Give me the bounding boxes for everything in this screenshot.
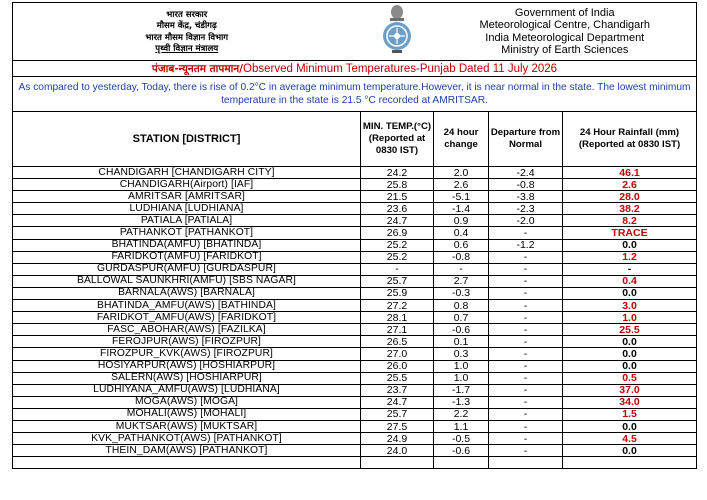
station-cell: BHATINDA_AMFU(AWS) [BATHINDA] bbox=[13, 300, 361, 312]
table-row bbox=[13, 348, 697, 360]
change-cell: -5.1 bbox=[434, 191, 489, 203]
rainfall-cell: 4.5 bbox=[563, 433, 697, 445]
station-cell: MOGA(AWS) [MOGA] bbox=[13, 396, 361, 408]
departure-cell: - bbox=[489, 384, 563, 396]
departure-cell: - bbox=[489, 251, 563, 263]
data-rows bbox=[13, 167, 697, 469]
station-cell: SALERN(AWS) [HOSHIARPUR] bbox=[13, 372, 361, 384]
title-english: Observed Minimum Temperatures-Punjab Dated 11 July 2026 bbox=[243, 62, 558, 75]
table-row bbox=[13, 287, 697, 299]
min-temp-cell: 26.0 bbox=[361, 360, 434, 372]
rainfall-cell: 1.5 bbox=[563, 408, 697, 420]
change-cell: 0.6 bbox=[434, 239, 489, 251]
rainfall-cell: TRACE bbox=[563, 227, 697, 239]
table-row bbox=[13, 457, 697, 469]
departure-cell: - bbox=[489, 275, 563, 287]
change-cell: 2.6 bbox=[434, 179, 489, 191]
table-row bbox=[13, 251, 697, 263]
station-cell: KVK_PATHANKOT(AWS) [PATHANKOT] bbox=[13, 433, 361, 445]
min-temp-cell bbox=[361, 457, 434, 469]
min-temp-cell: 25.8 bbox=[361, 179, 434, 191]
rainfall-cell: 0.0 bbox=[563, 348, 697, 360]
table-row bbox=[13, 408, 697, 420]
departure-cell: -2.0 bbox=[489, 215, 563, 227]
rainfall-cell: 0.0 bbox=[563, 445, 697, 457]
departure-cell: - bbox=[489, 360, 563, 372]
change-cell: 2.0 bbox=[434, 167, 489, 179]
rainfall-cell: 0.5 bbox=[563, 372, 697, 384]
report-title bbox=[13, 61, 697, 77]
rainfall-cell: 38.2 bbox=[563, 203, 697, 215]
station-cell: GURDASPUR(AMFU) [GURDASPUR] bbox=[13, 263, 361, 275]
english-header-line: Meteorological Centre, Chandigarh bbox=[479, 19, 651, 31]
departure-cell: -2.3 bbox=[489, 203, 563, 215]
min-temp-cell: 25.2 bbox=[361, 251, 434, 263]
departure-cell: - bbox=[489, 433, 563, 445]
departure-cell: -1.2 bbox=[489, 239, 563, 251]
min-temp-cell: - bbox=[361, 263, 434, 275]
min-temp-cell: 23.6 bbox=[361, 203, 434, 215]
rainfall-cell: 3.0 bbox=[563, 300, 697, 312]
rainfall-cell: 1.2 bbox=[563, 251, 697, 263]
rainfall-cell: 0.0 bbox=[563, 336, 697, 348]
min-temp-cell: 24.2 bbox=[361, 167, 434, 179]
table-row bbox=[13, 275, 697, 287]
min-temp-cell: 27.1 bbox=[361, 324, 434, 336]
change-cell: 2.2 bbox=[434, 408, 489, 420]
table-row bbox=[13, 396, 697, 408]
col-rainfall: 24 Hour Rainfall (mm) (Reported at 0830 IST) bbox=[563, 112, 697, 167]
rainfall-cell: 28.0 bbox=[563, 191, 697, 203]
change-cell: 1.0 bbox=[434, 372, 489, 384]
rainfall-cell: 34.0 bbox=[563, 396, 697, 408]
change-cell: -0.3 bbox=[434, 287, 489, 299]
departure-cell: - bbox=[489, 420, 563, 432]
station-cell bbox=[13, 457, 361, 469]
table-row bbox=[13, 324, 697, 336]
rainfall-cell: 0.0 bbox=[563, 239, 697, 251]
departure-cell: - bbox=[489, 287, 563, 299]
table-row bbox=[13, 372, 697, 384]
min-temp-cell: 25.9 bbox=[361, 287, 434, 299]
rainfall-cell: 0.4 bbox=[563, 275, 697, 287]
change-cell: 2.7 bbox=[434, 275, 489, 287]
min-temp-cell: 24.9 bbox=[361, 433, 434, 445]
change-cell: 0.4 bbox=[434, 227, 489, 239]
min-temp-cell: 25.2 bbox=[361, 239, 434, 251]
column-header-row bbox=[13, 112, 697, 167]
rainfall-cell bbox=[563, 457, 697, 469]
station-cell: PATIALA [PATIALA] bbox=[13, 215, 361, 227]
change-cell: -0.8 bbox=[434, 251, 489, 263]
min-temp-cell: 28.1 bbox=[361, 312, 434, 324]
change-cell: 0.9 bbox=[434, 215, 489, 227]
title-hindi: पंजाब-न्यूनतम तापमान/ bbox=[151, 62, 244, 75]
departure-cell: - bbox=[489, 300, 563, 312]
station-cell: AMRITSAR [AMRITSAR] bbox=[13, 191, 361, 203]
departure-cell bbox=[489, 457, 563, 469]
english-header-line: India Meteorological Department bbox=[485, 31, 645, 44]
rainfall-cell: 46.1 bbox=[563, 167, 697, 179]
min-temp-cell: 23.7 bbox=[361, 384, 434, 396]
change-cell: -0.6 bbox=[434, 445, 489, 457]
table-row bbox=[13, 203, 697, 215]
departure-cell: -2.4 bbox=[489, 167, 563, 179]
station-cell: BARNALA(AWS) [BARNALA] bbox=[13, 287, 361, 299]
table-row bbox=[13, 312, 697, 324]
station-cell: PATHANKOT [PATHANKOT] bbox=[13, 227, 361, 239]
col-min-temp: MIN. TEMP.(°C) (Reported at 0830 IST) bbox=[361, 112, 434, 167]
change-cell: -1.4 bbox=[434, 203, 489, 215]
table-row bbox=[13, 215, 697, 227]
table-row bbox=[13, 191, 697, 203]
english-header-line: Ministry of Earth Sciences bbox=[501, 44, 629, 56]
rainfall-cell: - bbox=[563, 263, 697, 275]
min-temp-cell: 21.5 bbox=[361, 191, 434, 203]
rainfall-cell: 25.5 bbox=[563, 324, 697, 336]
rainfall-cell: 0.0 bbox=[563, 360, 697, 372]
departure-cell: - bbox=[489, 348, 563, 360]
table-row bbox=[13, 227, 697, 239]
change-cell: 0.1 bbox=[434, 336, 489, 348]
station-cell: MOHALI(AWS) [MOHALI] bbox=[13, 408, 361, 420]
station-cell: BALLOWAL SAUNKHRI(AMFU) [SBS NAGAR] bbox=[13, 275, 361, 287]
change-cell: 1.1 bbox=[434, 420, 489, 432]
min-temp-cell: 24.7 bbox=[361, 396, 434, 408]
rainfall-cell: 0.0 bbox=[563, 420, 697, 432]
station-cell: HOSIYARPUR(AWS) [HOSHIARPUR] bbox=[13, 360, 361, 372]
title-row bbox=[13, 61, 697, 77]
station-cell: BHATINDA(AMFU) [BHATINDA] bbox=[13, 239, 361, 251]
min-temp-cell: 27.5 bbox=[361, 420, 434, 432]
station-cell: CHANDIGARH(Airport) [IAF] bbox=[13, 179, 361, 191]
station-cell: FARIDKOT(AMFU) [FARIDKOT] bbox=[13, 251, 361, 263]
table-row bbox=[13, 384, 697, 396]
departure-cell: - bbox=[489, 408, 563, 420]
change-cell: -1.3 bbox=[434, 396, 489, 408]
min-temp-cell: 26.9 bbox=[361, 227, 434, 239]
table-row bbox=[13, 263, 697, 275]
min-temp-cell: 25.7 bbox=[361, 408, 434, 420]
table-row bbox=[13, 420, 697, 432]
min-temp-cell: 25.7 bbox=[361, 275, 434, 287]
english-header bbox=[434, 3, 697, 61]
hindi-header-line: मौसम केंद्र, चंडीगढ़ bbox=[156, 21, 217, 31]
emblem-cell bbox=[361, 3, 434, 61]
table-row bbox=[13, 445, 697, 457]
rainfall-cell: 2.6 bbox=[563, 179, 697, 191]
table-row bbox=[13, 167, 697, 179]
table-row bbox=[13, 336, 697, 348]
hindi-header-line: पृथ्वी विज्ञान मंत्रालय bbox=[155, 44, 219, 54]
col-departure: Departure from Normal bbox=[489, 112, 563, 167]
station-cell: FARIDKOT_AMFU(AWS) [FARIDKOT] bbox=[13, 312, 361, 324]
station-cell: FIROZPUR_KVK(AWS) [FIROZPUR] bbox=[13, 348, 361, 360]
departure-cell: - bbox=[489, 372, 563, 384]
station-cell: FASC_ABOHAR(AWS) [FAZILKA] bbox=[13, 324, 361, 336]
table-row bbox=[13, 179, 697, 191]
station-cell: CHANDIGARH [CHANDIGARH CITY] bbox=[13, 167, 361, 179]
table-row bbox=[13, 300, 697, 312]
change-cell: -0.6 bbox=[434, 324, 489, 336]
min-temp-cell: 24.7 bbox=[361, 215, 434, 227]
change-cell: -1.7 bbox=[434, 384, 489, 396]
min-temp-cell: 25.5 bbox=[361, 372, 434, 384]
change-cell: 0.8 bbox=[434, 300, 489, 312]
change-cell: -0.5 bbox=[434, 433, 489, 445]
header-row bbox=[13, 3, 697, 61]
departure-cell: - bbox=[489, 227, 563, 239]
rainfall-cell: 0.0 bbox=[563, 287, 697, 299]
departure-cell: - bbox=[489, 396, 563, 408]
departure-cell: - bbox=[489, 336, 563, 348]
departure-cell: - bbox=[489, 312, 563, 324]
rainfall-cell: 8.2 bbox=[563, 215, 697, 227]
change-cell: - bbox=[434, 263, 489, 275]
station-cell: FEROJPUR(AWS) [FIROZPUR] bbox=[13, 336, 361, 348]
rainfall-cell: 37.0 bbox=[563, 384, 697, 396]
summary-row bbox=[13, 77, 697, 112]
departure-cell: - bbox=[489, 445, 563, 457]
hindi-header bbox=[13, 3, 361, 61]
departure-cell: -3.8 bbox=[489, 191, 563, 203]
station-cell: LUDHIYANA_AMFU(AWS) [LUDHIANA] bbox=[13, 384, 361, 396]
station-cell: MUKTSAR(AWS) [MUKTSAR] bbox=[13, 420, 361, 432]
english-header-line: Government of India bbox=[514, 6, 615, 19]
hindi-header-line: भारत सरकार bbox=[166, 9, 208, 20]
state-emblem-icon bbox=[380, 3, 414, 55]
table-row bbox=[13, 360, 697, 372]
change-cell: 0.7 bbox=[434, 312, 489, 324]
col-station: STATION [DISTRICT] bbox=[13, 112, 361, 167]
change-cell: 1.0 bbox=[434, 360, 489, 372]
station-cell: THEIN_DAM(AWS) [PATHANKOT] bbox=[13, 445, 361, 457]
col-24h-change: 24 hour change bbox=[434, 112, 489, 167]
departure-cell: - bbox=[489, 263, 563, 275]
table-row bbox=[13, 239, 697, 251]
summary-text: As compared to yesterday, Today, there is rise of 0.2°C in average minimum temperature.However, it is near normal in the state. The lowest minimum temperature in the state is 21.5 °C recorded at AMRITSAR. bbox=[13, 77, 697, 112]
rainfall-cell: 1.0 bbox=[563, 312, 697, 324]
change-cell bbox=[434, 457, 489, 469]
min-temp-cell: 24.0 bbox=[361, 445, 434, 457]
hindi-header-line: भारत मौसम विज्ञान विभाग bbox=[145, 32, 229, 43]
min-temp-cell: 26.5 bbox=[361, 336, 434, 348]
departure-cell: -0.8 bbox=[489, 179, 563, 191]
table-row bbox=[13, 433, 697, 445]
min-temp-cell: 27.0 bbox=[361, 348, 434, 360]
min-temp-cell: 27.2 bbox=[361, 300, 434, 312]
station-cell: LUDHIANA [LUDHIANA] bbox=[13, 203, 361, 215]
min-temp-table bbox=[12, 2, 697, 469]
departure-cell: - bbox=[489, 324, 563, 336]
change-cell: 0.3 bbox=[434, 348, 489, 360]
